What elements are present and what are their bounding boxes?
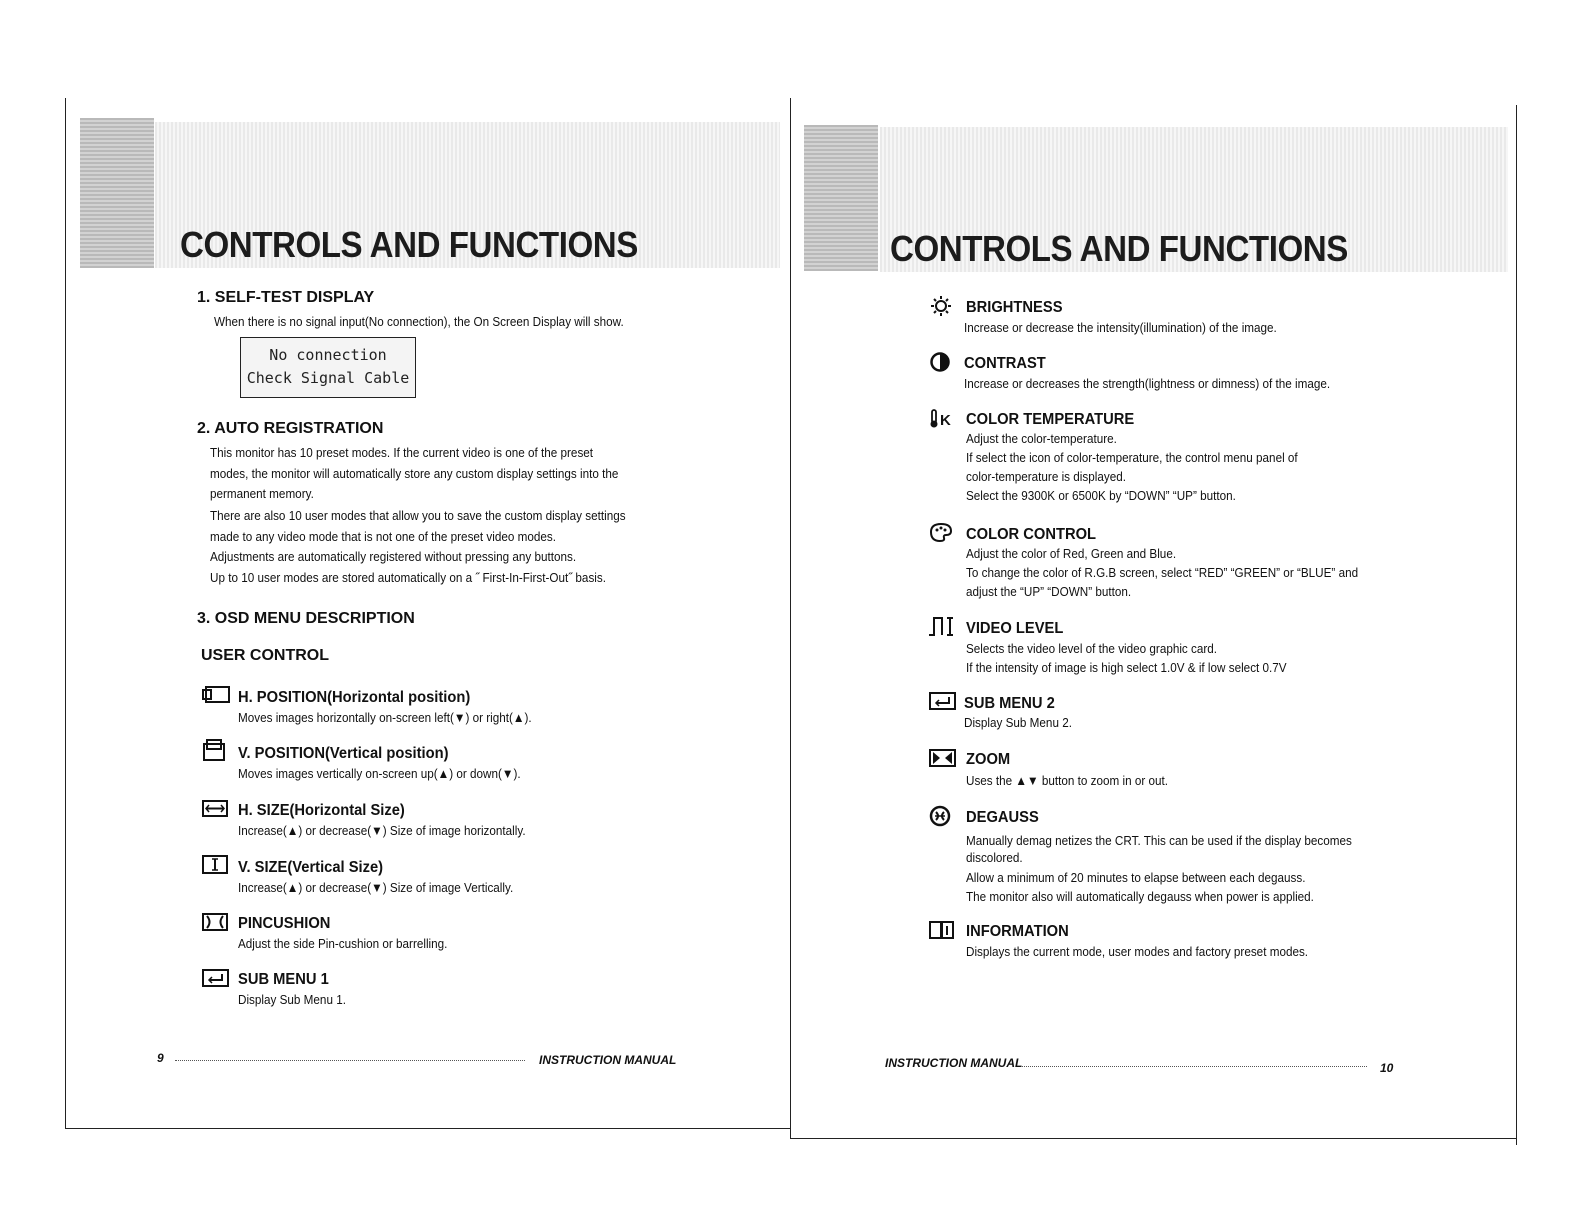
bottom-border-right	[790, 1138, 1516, 1139]
page-title: CONTROLS AND FUNCTIONS	[180, 224, 638, 265]
sub-menu-icon	[201, 967, 231, 989]
item-title: CONTRAST	[964, 355, 1046, 372]
item-desc: Increase or decrease the intensity(illumination) of the image.	[964, 320, 1277, 335]
item-title: BRIGHTNESS	[966, 299, 1063, 316]
auto-reg-line: This monitor has 10 preset modes. If the current video is one of the preset	[210, 445, 594, 460]
item-title: ZOOM	[966, 751, 1011, 768]
zoom-icon	[928, 747, 958, 769]
osd-line-1: No connection	[269, 346, 387, 364]
footer-label: INSTRUCTION MANUAL	[885, 1056, 1023, 1070]
item-title: COLOR CONTROL	[966, 526, 1097, 543]
item-desc: Uses the ▲▼ button to zoom in or out.	[966, 773, 1169, 788]
item-title: INFORMATION	[966, 923, 1069, 940]
brightness-icon	[928, 295, 958, 317]
item-desc: To change the color of R.G.B screen, select “RED” “GREEN” or “BLUE” and	[966, 565, 1359, 580]
item-desc: Adjust the color of Red, Green and Blue.	[966, 546, 1177, 561]
svg-text:K: K	[940, 412, 951, 429]
item-desc: discolored.	[966, 850, 1023, 865]
video-level-icon	[928, 615, 958, 637]
osd-line-2: Check Signal Cable	[246, 369, 410, 387]
item-desc: Increase(▲) or decrease(▼) Size of image Vertically.	[238, 880, 514, 895]
page-number: 9	[157, 1051, 164, 1065]
auto-reg-line: There are also 10 user modes that allow you to save the custom display settings	[210, 508, 626, 523]
item-title: V. SIZE(Vertical Size)	[238, 859, 384, 876]
osd-menu-heading: 3. OSD MENU DESCRIPTION	[197, 610, 415, 627]
item-desc: Display Sub Menu 1.	[238, 992, 346, 1007]
item-title: H. SIZE(Horizontal Size)	[238, 802, 405, 819]
item-title: V. POSITION(Vertical position)	[238, 745, 449, 762]
auto-reg-line: modes, the monitor will automatically store any custom display settings into the	[210, 466, 619, 481]
right-title-block	[804, 125, 878, 271]
self-test-text: When there is no signal input(No connection), the On Screen Display will show.	[214, 314, 624, 329]
page-title: CONTROLS AND FUNCTIONS	[890, 228, 1348, 269]
item-desc: Displays the current mode, user modes and factory preset modes.	[966, 944, 1309, 959]
item-title: SUB MENU 1	[238, 971, 329, 988]
sub-menu-icon	[928, 690, 958, 712]
item-desc: color-temperature is displayed.	[966, 469, 1126, 484]
item-desc: Moves images horizontally on-screen left(▼) or right(▲).	[238, 710, 532, 725]
left-page-border	[65, 98, 66, 1128]
bottom-border-left	[65, 1128, 790, 1129]
center-fold	[790, 98, 791, 1138]
item-title: PINCUSHION	[238, 915, 331, 932]
item-desc: Increase or decreases the strength(lightness or dimness) of the image.	[964, 376, 1331, 391]
left-title-block	[80, 118, 154, 268]
v-position-icon	[201, 739, 231, 761]
item-title: VIDEO LEVEL	[966, 620, 1064, 637]
osd-message-box	[240, 337, 416, 398]
auto-reg-line: made to any video mode that is not one of the preset video modes.	[210, 529, 557, 544]
footer-leader-dots	[1022, 1066, 1367, 1067]
item-desc: If the intensity of image is high select 1.0V & if low select 0.7V	[966, 660, 1287, 675]
v-size-icon	[201, 854, 231, 876]
self-test-heading: 1. SELF-TEST DISPLAY	[197, 289, 375, 306]
item-title: DEGAUSS	[966, 809, 1039, 826]
color-temperature-icon	[928, 408, 958, 430]
item-desc: Manually demag netizes the CRT. This can be used if the display becomes	[966, 833, 1352, 848]
auto-reg-line: permanent memory.	[210, 486, 314, 501]
item-desc: Adjust the side Pin-cushion or barrelling.	[238, 936, 448, 951]
contrast-icon	[928, 351, 958, 373]
item-desc: Allow a minimum of 20 minutes to elapse between each degauss.	[966, 870, 1306, 885]
item-desc: Select the 9300K or 6500K by “DOWN” “UP” button.	[966, 488, 1236, 503]
item-desc: Moves images vertically on-screen up(▲) or down(▼).	[238, 766, 521, 781]
item-desc: Adjust the color-temperature.	[966, 431, 1117, 446]
item-desc: Increase(▲) or decrease(▼) Size of image horizontally.	[238, 823, 526, 838]
auto-reg-line: Up to 10 user modes are stored automatically on a ˝ First-In-First-Out˝ basis.	[210, 570, 606, 585]
item-title: SUB MENU 2	[964, 695, 1055, 712]
auto-reg-line: Adjustments are automatically registered without pressing any buttons.	[210, 549, 577, 564]
item-desc: adjust the “UP” “DOWN” button.	[966, 584, 1132, 599]
item-desc: If select the icon of color-temperature, the control menu panel of	[966, 450, 1298, 465]
footer-leader-dots	[175, 1060, 525, 1061]
item-desc: Display Sub Menu 2.	[964, 715, 1072, 730]
pincushion-icon	[201, 911, 231, 933]
degauss-icon	[928, 805, 958, 827]
auto-registration-heading: 2. AUTO REGISTRATION	[197, 420, 384, 437]
item-desc: Selects the video level of the video graphic card.	[966, 641, 1218, 656]
h-position-icon	[201, 684, 231, 706]
page-number: 10	[1380, 1061, 1394, 1075]
information-icon	[928, 919, 958, 941]
item-desc: The monitor also will automatically degauss when power is applied.	[966, 889, 1314, 904]
item-title: COLOR TEMPERATURE	[966, 411, 1135, 428]
right-page-border	[1516, 105, 1517, 1145]
footer-label: INSTRUCTION MANUAL	[539, 1053, 677, 1067]
color-control-icon	[928, 521, 958, 543]
h-size-icon	[201, 798, 231, 820]
item-title: H. POSITION(Horizontal position)	[238, 689, 471, 706]
user-control-heading: USER CONTROL	[201, 647, 329, 664]
